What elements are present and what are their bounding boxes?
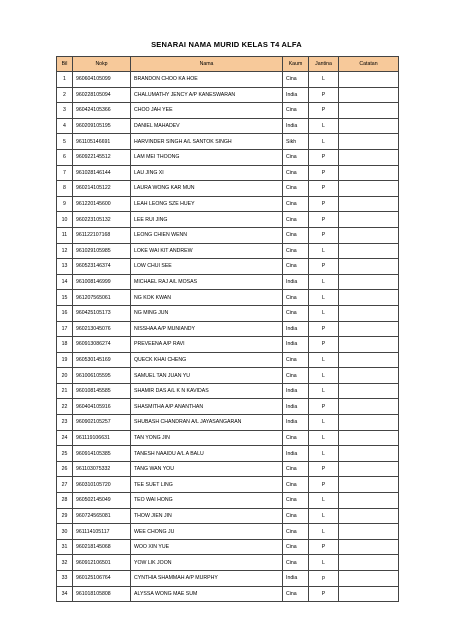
cell-kaum: Cina [283,212,309,228]
cell-nokp: 961029105985 [73,243,131,259]
cell-kaum: Cina [283,352,309,368]
cell-kaum: Cina [283,524,309,540]
cell-catatan [339,415,399,431]
table-row [57,321,399,337]
cell-nokp: 960914105385 [73,446,131,462]
cell-jantina: P [309,477,339,493]
cell-bil: 3 [57,103,73,119]
cell-nokp: 960214105122 [73,181,131,197]
table-row [57,352,399,368]
cell-nokp: 961018105808 [73,586,131,602]
cell-nama: ALYSSA WONG MAE SUM [131,586,283,602]
cell-kaum: Cina [283,461,309,477]
cell-catatan [339,337,399,353]
cell-bil: 4 [57,118,73,134]
cell-nokp: 961008146999 [73,274,131,290]
cell-nokp: 960213045076 [73,321,131,337]
cell-nama: NISSHAA A/P MUNIANDY [131,321,283,337]
cell-jantina: P [309,399,339,415]
cell-kaum: Cina [283,477,309,493]
cell-bil: 17 [57,321,73,337]
cell-nokp: 960912106501 [73,555,131,571]
cell-nama: NG MING JUN [131,305,283,321]
cell-catatan [339,305,399,321]
cell-kaum: Cina [283,196,309,212]
cell-catatan [339,321,399,337]
cell-nama: SAMUEL TAN JUAN YU [131,368,283,384]
table-row [57,415,399,431]
cell-bil: 16 [57,305,73,321]
cell-nokp: 961220145600 [73,196,131,212]
cell-nama: LOW CHUI SEE [131,259,283,275]
cell-bil: 1 [57,72,73,88]
cell-catatan [339,430,399,446]
table-row [57,212,399,228]
table-row [57,461,399,477]
cell-kaum: India [283,337,309,353]
cell-nokp: 960922145512 [73,149,131,165]
cell-kaum: India [283,321,309,337]
cell-catatan [339,352,399,368]
cell-jantina: P [309,103,339,119]
column-header-jantina: Jantina [309,57,339,72]
cell-nokp: 960310105720 [73,477,131,493]
cell-nokp: 961114105117 [73,524,131,540]
cell-jantina: L [309,508,339,524]
table-row [57,446,399,462]
table-row [57,586,399,602]
column-header-nama: Nama [131,57,283,72]
table-row [57,493,399,509]
page-title: SENARAI NAMA MURID KELAS T4 ALFA [151,40,302,49]
cell-bil: 21 [57,383,73,399]
cell-bil: 34 [57,586,73,602]
cell-nama: NG KOK KWAN [131,290,283,306]
cell-nokp: 960218145068 [73,539,131,555]
table-row [57,227,399,243]
cell-catatan [339,571,399,587]
table-row [57,305,399,321]
table-row [57,477,399,493]
cell-jantina: L [309,383,339,399]
cell-nama: DANIEL MAHADEV [131,118,283,134]
cell-catatan [339,165,399,181]
cell-bil: 22 [57,399,73,415]
cell-bil: 10 [57,212,73,228]
cell-nama: WOO XIN YUE [131,539,283,555]
cell-kaum: Cina [283,368,309,384]
cell-nama: THOW JIEN JIN [131,508,283,524]
cell-jantina: L [309,305,339,321]
table-row [57,399,399,415]
cell-nokp: 960502145049 [73,493,131,509]
cell-nama: LAURA WONG KAR MUN [131,181,283,197]
cell-nama: LEONG CHIEN WENN [131,227,283,243]
cell-kaum: Cina [283,243,309,259]
table-row [57,524,399,540]
cell-bil: 6 [57,149,73,165]
cell-nama: LAU JING XI [131,165,283,181]
cell-jantina: P [309,321,339,337]
table-row [57,103,399,119]
cell-catatan [339,87,399,103]
table-row [57,337,399,353]
cell-catatan [339,368,399,384]
column-header-kaum: Kaum [283,57,309,72]
cell-nama: SHUBASH CHANDRAN A/L JAYASANGARAN [131,415,283,431]
cell-bil: 12 [57,243,73,259]
cell-kaum: Cina [283,259,309,275]
column-header-nokp: Nokp [73,57,131,72]
cell-jantina: L [309,493,339,509]
cell-bil: 27 [57,477,73,493]
table-row [57,149,399,165]
cell-jantina: P [309,259,339,275]
cell-bil: 18 [57,337,73,353]
cell-nama: SHAMIR DAS A/L K N KAVIDAS [131,383,283,399]
cell-jantina: P [309,149,339,165]
table-row [57,571,399,587]
cell-nama: TEE SUET LING [131,477,283,493]
cell-kaum: India [283,446,309,462]
cell-catatan [339,103,399,119]
cell-nama: TEO WAI HONG [131,493,283,509]
cell-catatan [339,586,399,602]
cell-jantina: P [309,586,339,602]
cell-nama: MICHAEL RAJ A/L MOSAS [131,274,283,290]
cell-nokp: 961105146691 [73,134,131,150]
cell-nokp: 961207565061 [73,290,131,306]
cell-jantina: L [309,368,339,384]
cell-kaum: India [283,383,309,399]
cell-kaum: Cina [283,165,309,181]
cell-nama: LEAH LEONG SZE HUEY [131,196,283,212]
table-row [57,274,399,290]
table-row [57,134,399,150]
cell-nama: QUECK KHAI CHENG [131,352,283,368]
cell-bil: 20 [57,368,73,384]
table-row [57,196,399,212]
cell-kaum: Cina [283,555,309,571]
cell-jantina: P [309,196,339,212]
cell-nama: LAM MEI THOONG [131,149,283,165]
cell-catatan [339,134,399,150]
cell-jantina: P [309,461,339,477]
cell-nama: WEE CHONG JU [131,524,283,540]
cell-kaum: India [283,415,309,431]
cell-catatan [339,524,399,540]
cell-nama: TANG WAN YOU [131,461,283,477]
cell-nama: YOW LIK JOON [131,555,283,571]
cell-bil: 28 [57,493,73,509]
cell-nama: LEE RUI JING [131,212,283,228]
cell-bil: 11 [57,227,73,243]
cell-bil: 29 [57,508,73,524]
table-row [57,181,399,197]
cell-bil: 25 [57,446,73,462]
cell-catatan [339,227,399,243]
cell-bil: 23 [57,415,73,431]
cell-nokp: 960523146374 [73,259,131,275]
column-header-bil: Bil [57,57,73,72]
cell-nokp: 961122107168 [73,227,131,243]
cell-jantina: L [309,274,339,290]
cell-bil: 30 [57,524,73,540]
table-row [57,259,399,275]
cell-kaum: Cina [283,290,309,306]
cell-jantina: P [309,181,339,197]
cell-jantina: P [309,227,339,243]
cell-jantina: P [309,539,339,555]
table-row [57,368,399,384]
cell-nokp: 961103075332 [73,461,131,477]
cell-nama: CYNTHIA SHAMMAH A/P MURPHY [131,571,283,587]
cell-nama: TAN YONG JIN [131,430,283,446]
cell-jantina: L [309,352,339,368]
cell-bil: 19 [57,352,73,368]
cell-kaum: Cina [283,586,309,602]
cell-bil: 2 [57,87,73,103]
cell-jantina: L [309,290,339,306]
cell-kaum: Cina [283,430,309,446]
cell-jantina: L [309,524,339,540]
cell-catatan [339,555,399,571]
cell-bil: 26 [57,461,73,477]
cell-jantina: P [309,165,339,181]
cell-nokp: 960108145585 [73,383,131,399]
cell-bil: 14 [57,274,73,290]
cell-kaum: India [283,274,309,290]
cell-catatan [339,399,399,415]
cell-kaum: India [283,571,309,587]
cell-nokp: 960530145169 [73,352,131,368]
cell-bil: 32 [57,555,73,571]
cell-jantina: L [309,72,339,88]
cell-nokp: 960425105173 [73,305,131,321]
cell-jantina: L [309,118,339,134]
cell-kaum: Sikh [283,134,309,150]
cell-kaum: India [283,118,309,134]
cell-nama: SHASMITHA A/P ANANTHAN [131,399,283,415]
cell-jantina: L [309,555,339,571]
cell-jantina: P [309,87,339,103]
cell-catatan [339,461,399,477]
cell-nokp: 960404105916 [73,399,131,415]
cell-catatan [339,493,399,509]
table-row [57,243,399,259]
cell-catatan [339,274,399,290]
cell-kaum: Cina [283,539,309,555]
cell-jantina: L [309,446,339,462]
cell-catatan [339,72,399,88]
cell-nokp: 960724565081 [73,508,131,524]
cell-kaum: Cina [283,493,309,509]
cell-catatan [339,196,399,212]
cell-bil: 13 [57,259,73,275]
cell-catatan [339,212,399,228]
table-row [57,508,399,524]
cell-jantina: P [309,337,339,353]
cell-jantina: L [309,415,339,431]
cell-nokp: 960424105366 [73,103,131,119]
table-header-row [57,57,399,72]
cell-nokp: 960604105099 [73,72,131,88]
cell-catatan [339,243,399,259]
cell-jantina: L [309,243,339,259]
cell-bil: 7 [57,165,73,181]
cell-kaum: Cina [283,149,309,165]
table-row [57,290,399,306]
cell-jantina: L [309,134,339,150]
cell-kaum: Cina [283,305,309,321]
cell-nama: PREVEENA A/P RAVI [131,337,283,353]
cell-catatan [339,477,399,493]
cell-bil: 15 [57,290,73,306]
cell-catatan [339,259,399,275]
cell-catatan [339,383,399,399]
cell-nama: TANESH NAAIDU A/L A BALU [131,446,283,462]
cell-kaum: India [283,399,309,415]
cell-catatan [339,181,399,197]
cell-jantina: P [309,212,339,228]
cell-nokp: 961119106631 [73,430,131,446]
cell-bil: 5 [57,134,73,150]
cell-kaum: Cina [283,508,309,524]
cell-bil: 24 [57,430,73,446]
cell-kaum: Cina [283,181,309,197]
cell-jantina: L [309,430,339,446]
cell-kaum: India [283,87,309,103]
cell-nokp: 960228105094 [73,87,131,103]
cell-nokp: 961028146144 [73,165,131,181]
column-header-catatan: Catatan [339,57,399,72]
cell-kaum: Cina [283,103,309,119]
cell-catatan [339,149,399,165]
cell-nokp: 960913086274 [73,337,131,353]
cell-catatan [339,446,399,462]
cell-nama: BRANDON CHOO KA HOE [131,72,283,88]
cell-nama: LOKE WAI KIT ANDREW [131,243,283,259]
table-body [57,72,399,602]
cell-catatan [339,539,399,555]
table-row [57,87,399,103]
cell-nokp: 961006105595 [73,368,131,384]
cell-nama: CHOO JAH YEE [131,103,283,119]
table-row [57,430,399,446]
cell-catatan [339,508,399,524]
cell-catatan [339,118,399,134]
cell-nokp: 960125106764 [73,571,131,587]
cell-kaum: Cina [283,72,309,88]
table-row [57,539,399,555]
cell-jantina: p [309,571,339,587]
cell-nama: HARVINDER SINGH A/L SANTOK SINGH [131,134,283,150]
cell-nokp: 960902105257 [73,415,131,431]
table-row [57,555,399,571]
student-table [56,56,399,602]
cell-nokp: 960209105195 [73,118,131,134]
cell-bil: 33 [57,571,73,587]
cell-bil: 8 [57,181,73,197]
table-row [57,72,399,88]
table-row [57,165,399,181]
table-row [57,118,399,134]
cell-nama: CHALUMATHY JENCY A/P KANESWARAN [131,87,283,103]
cell-nokp: 960223105132 [73,212,131,228]
cell-catatan [339,290,399,306]
cell-kaum: Cina [283,227,309,243]
table-row [57,383,399,399]
cell-bil: 31 [57,539,73,555]
cell-bil: 9 [57,196,73,212]
